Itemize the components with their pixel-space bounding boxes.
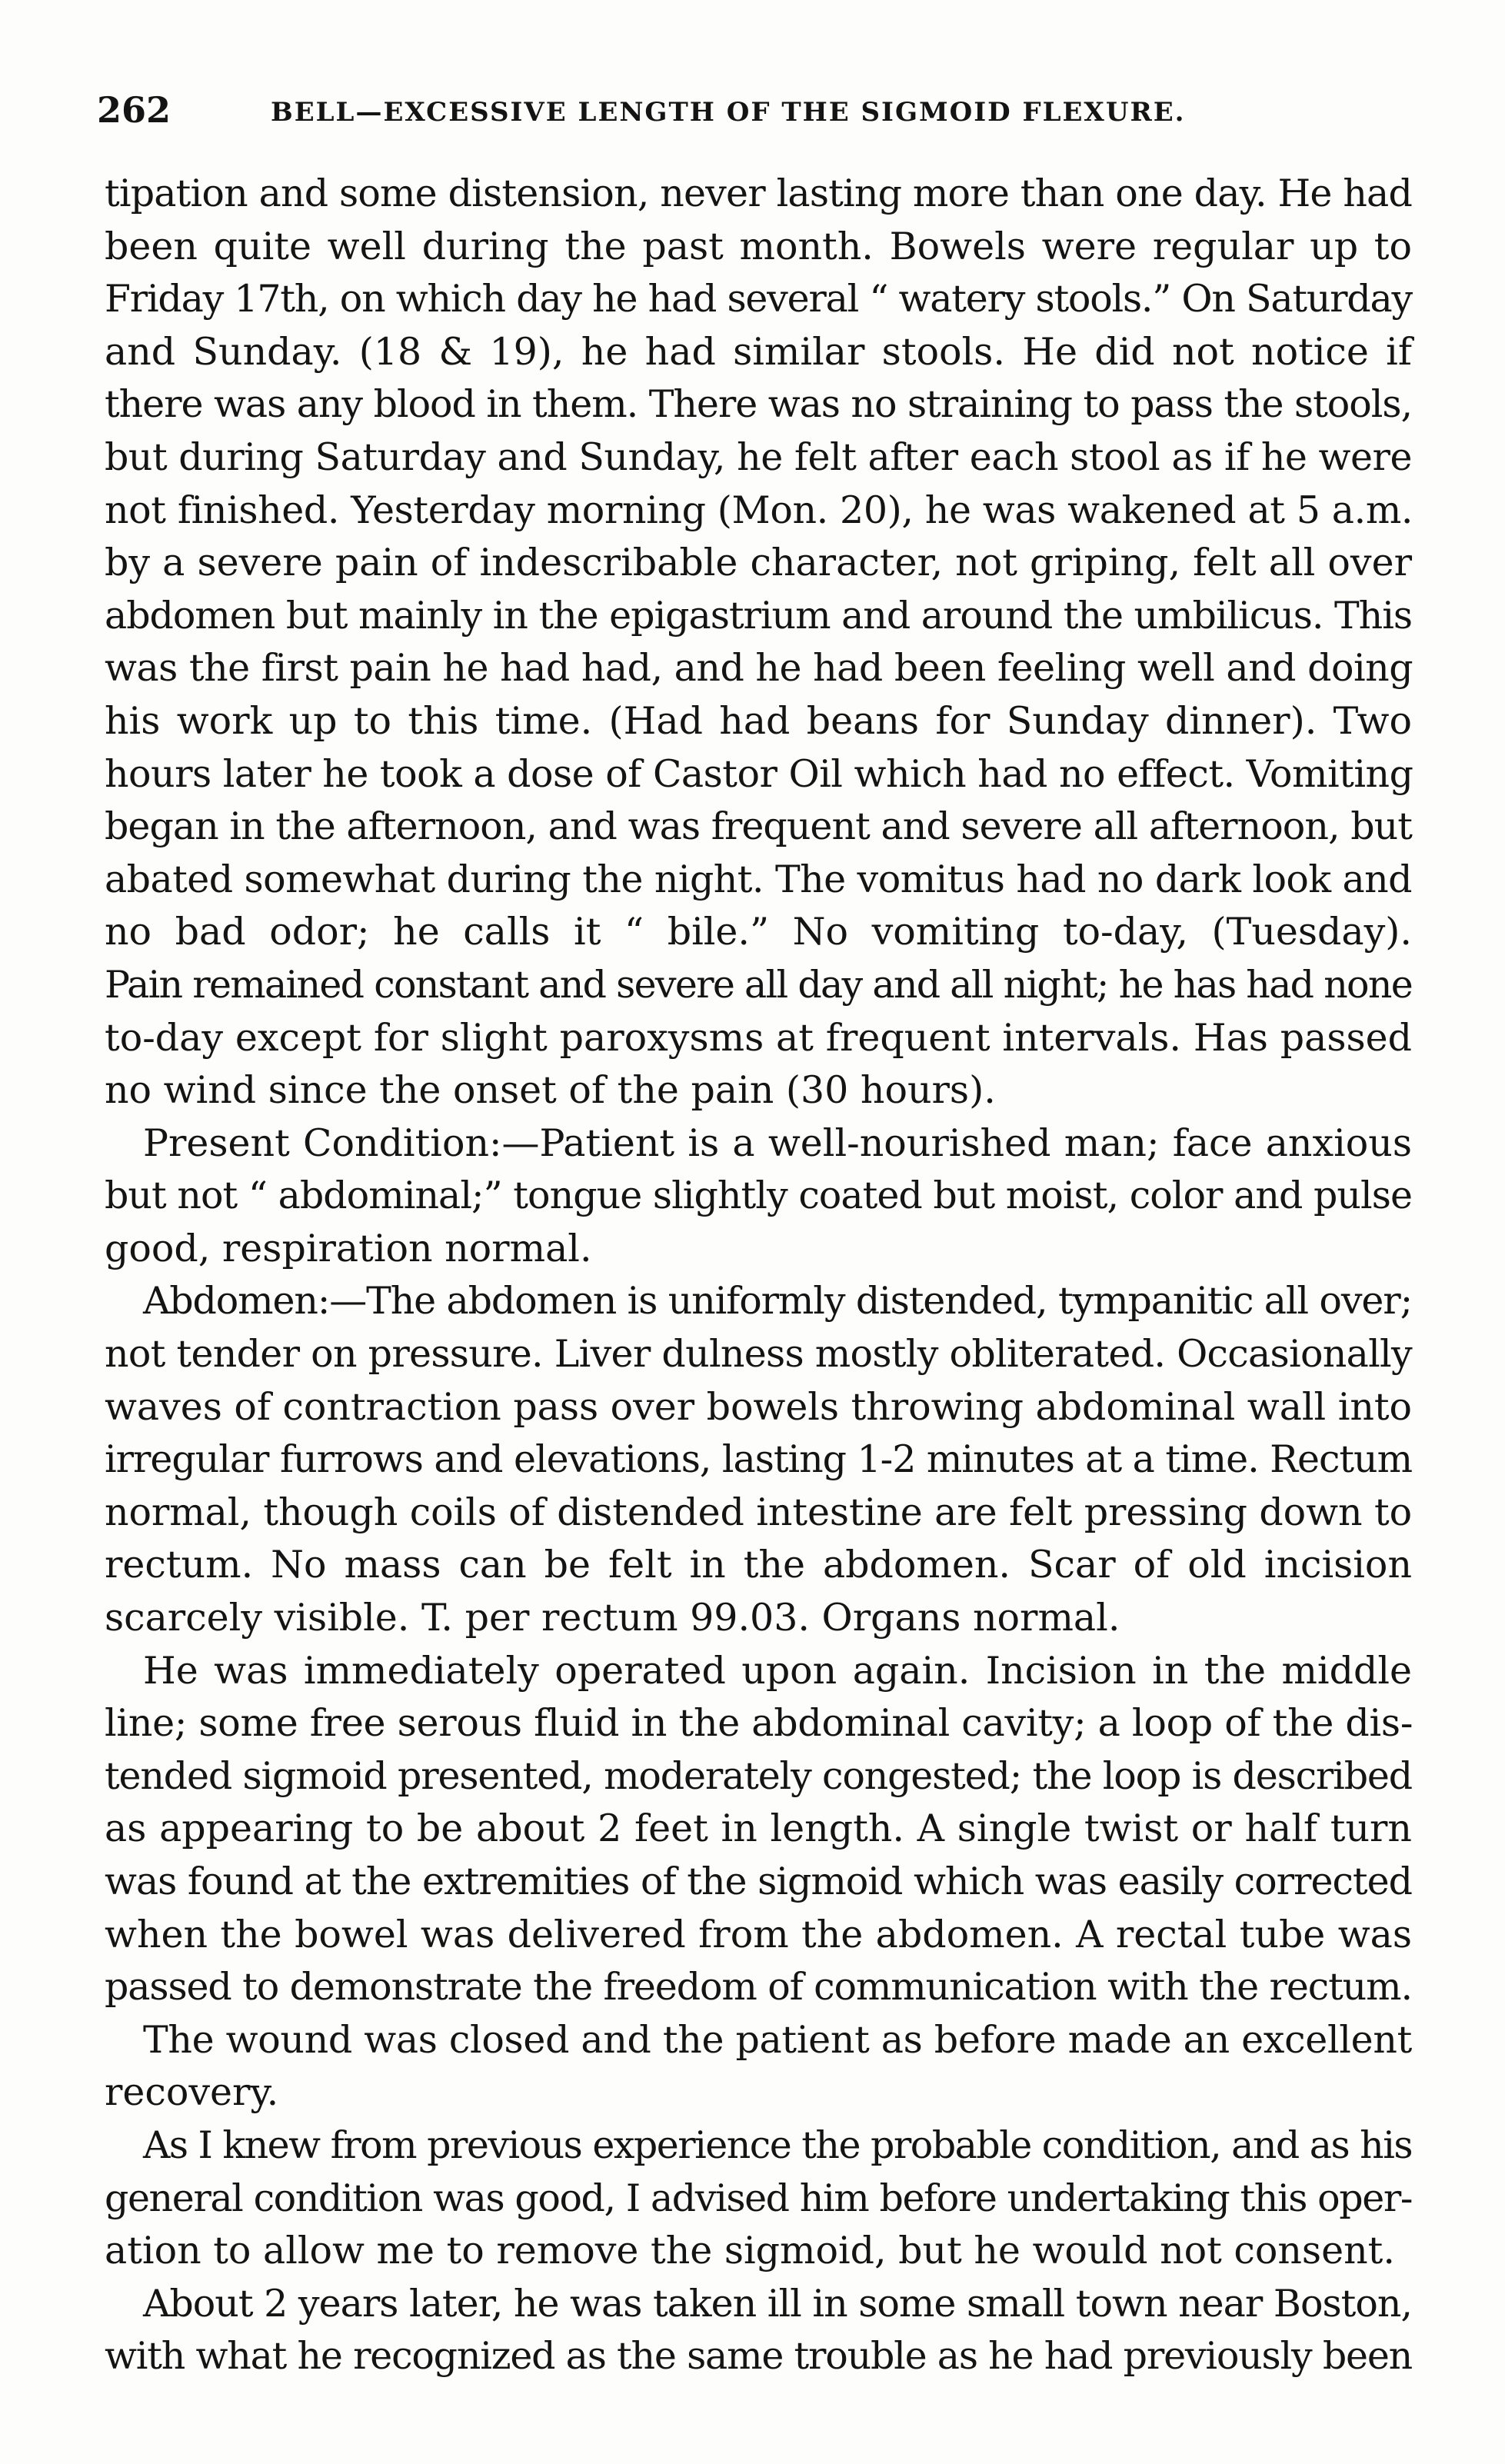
text-line: with what he recognized as the same trouble as he had previously been: [105, 2334, 1412, 2379]
text-line: abated somewhat during the night. The vomitus had no dark look and: [105, 857, 1412, 901]
text-line: As I knew from previous experience the probable condition, and as his: [143, 2123, 1412, 2167]
text-line: was the first pain he had had, and he had been feeling well and doing: [105, 646, 1413, 691]
text-line: but not “ abdominal;” tongue slightly coated but moist, color and pulse: [105, 1174, 1412, 1218]
text-line: He was immediately operated upon again. Incision in the middle: [143, 1648, 1412, 1693]
text-line: was found at the extremities of the sigmoid which was easily corrected: [105, 1860, 1412, 1903]
text-line: been quite well during the past month. Bowels were regular up to: [105, 224, 1412, 268]
text-line: there was any blood in them. There was no straining to pass the stools,: [105, 382, 1412, 427]
text-line: by a severe pain of indescribable character, not griping, felt all over: [105, 541, 1412, 585]
text-line: waves of contraction pass over bowels throwing abdominal wall into: [105, 1384, 1412, 1429]
body-text: [105, 168, 1412, 2383]
text-line: as appearing to be about 2 feet in length. A single twist or half turn: [105, 1806, 1412, 1851]
text-line: The wound was closed and the patient as before made an excellent: [143, 2017, 1412, 2062]
text-line: no wind since the onset of the pain (30 hours).: [105, 1068, 996, 1113]
text-line: Abdomen:—The abdomen is uniformly distended, tympanitic all over;: [143, 1279, 1412, 1324]
text-line: his work up to this time. (Had had beans for Sunday dinner). Two: [105, 698, 1412, 743]
text-line: recovery.: [105, 2070, 279, 2115]
text-line: good, respiration normal.: [105, 1226, 592, 1270]
text-line: but during Saturday and Sunday, he felt after each stool as if he were: [105, 435, 1412, 479]
text-line: passed to demonstrate the freedom of communication with the rectum.: [105, 1965, 1412, 2009]
text-line: general condition was good, I advised him before undertaking this oper-: [105, 2176, 1412, 2220]
text-line: Pain remained constant and severe all day and all night; he has had none: [105, 962, 1412, 1007]
text-line: ation to allow me to remove the sigmoid, but he would not consent.: [105, 2229, 1395, 2273]
page-number: 262: [97, 89, 171, 131]
text-line: About 2 years later, he was taken ill in some small town near Boston,: [143, 2281, 1412, 2326]
text-line: irregular furrows and elevations, lasting 1-2 minutes at a time. Rectum: [105, 1437, 1412, 1482]
running-head: [97, 86, 1404, 140]
text-line: began in the afternoon, and was frequent and severe all afternoon, but: [105, 804, 1412, 849]
running-title: BELL—EXCESSIVE LENGTH OF THE SIGMOID FLEXURE.: [271, 97, 1186, 128]
text-line: not finished. Yesterday morning (Mon. 20), he was wakened at 5 a.m.: [105, 488, 1413, 532]
text-line: line; some free serous fluid in the abdominal cavity; a loop of the dis-: [105, 1701, 1413, 1746]
text-line: hours later he took a dose of Castor Oil which had no effect. Vomiting: [105, 751, 1413, 796]
text-line: not tender on pressure. Liver dulness mostly obliterated. Occasionally: [105, 1332, 1412, 1377]
text-line: Friday 17th, on which day he had several “ watery stools.” On Saturday: [105, 277, 1412, 321]
text-line: to-day except for slight paroxysms at frequent intervals. Has passed: [105, 1015, 1412, 1060]
text-line: abdomen but mainly in the epigastrium and around the umbilicus. This: [105, 593, 1412, 638]
text-line: and Sunday. (18 & 19), he had similar stools. He did not notice if: [105, 329, 1412, 374]
text-line: when the bowel was delivered from the abdomen. A rectal tube was: [105, 1912, 1412, 1956]
text-line: tipation and some distension, never lasting more than one day. He had: [105, 171, 1412, 215]
text-line: normal, though coils of distended intestine are felt pressing down to: [105, 1490, 1412, 1534]
text-line: tended sigmoid presented, moderately congested; the loop is described: [105, 1753, 1412, 1798]
text-line: scarcely visible. T. per rectum 99.03. Organs normal.: [105, 1596, 1120, 1640]
text-line: no bad odor; he calls it “ bile.” No vomiting to-day, (Tuesday).: [105, 910, 1412, 954]
text-line: rectum. No mass can be felt in the abdomen. Scar of old incision: [105, 1543, 1412, 1587]
text-line: Present Condition:—Patient is a well-nourished man; face anxious: [143, 1120, 1412, 1165]
